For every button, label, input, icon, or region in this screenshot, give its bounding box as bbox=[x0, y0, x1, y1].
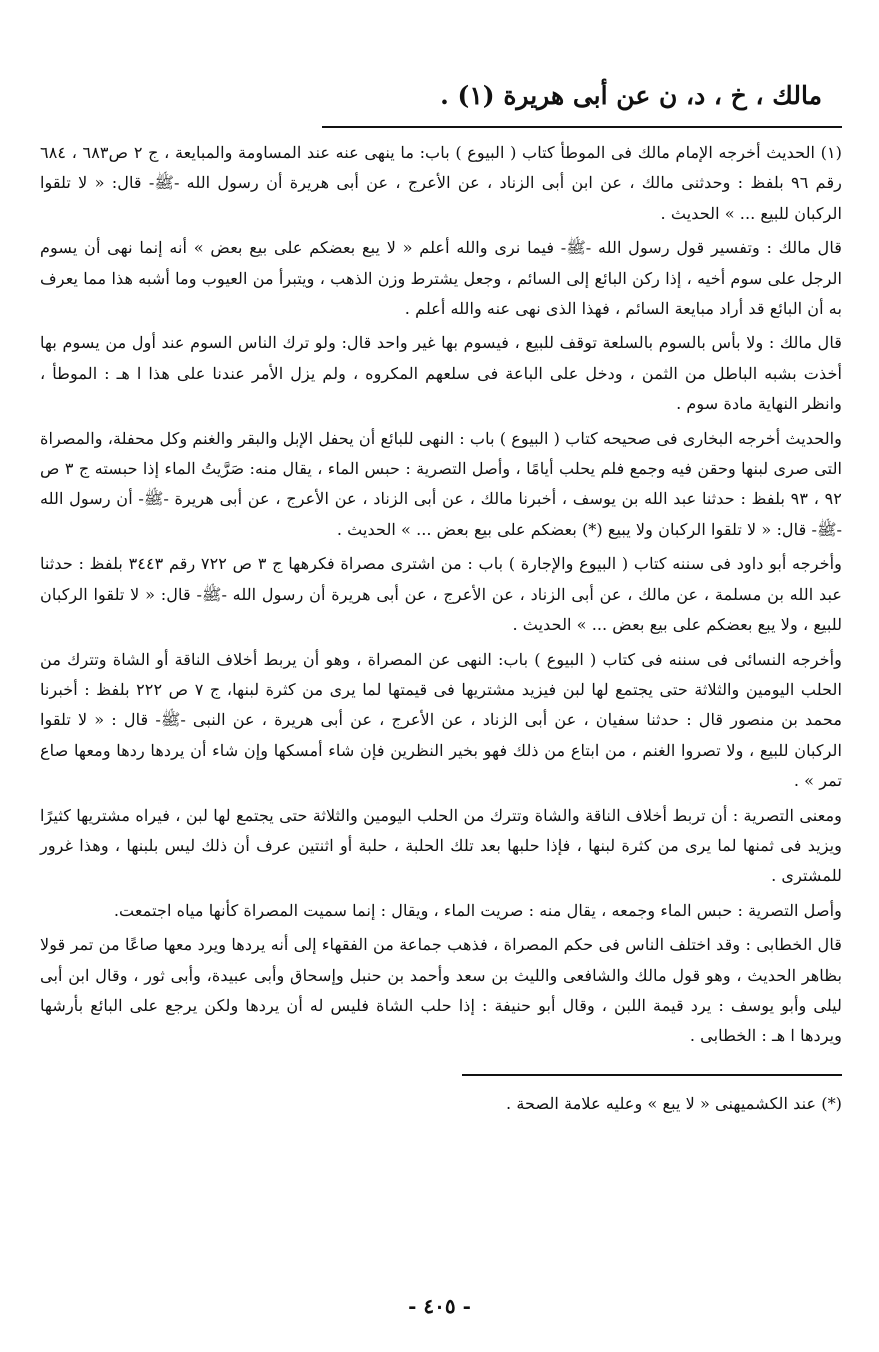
footnote-paragraph-tasriya-origin: وأصل التصرية : حبس الماء وجمعه ، يقال منه : صريت الماء ، ويقال : إنما سميت المصراة كأنها مياه اجتمعت. bbox=[113, 900, 842, 920]
footnote-paragraph-malik-tafsir: قال مالك : وتفسير قول رسول الله -ﷺ- فيما نرى والله أعلم « لا يبع بعضكم على بيع بعض » أنه إنما نهى أن يسوم الرجل على سوم أخيه ، إذا ركن البائع إلى السائم ، وجعل يشترط وزن الذهب ، ويتبرأ من العيوب وما أشبه هذا مما يعرف به أن البائع قد أراد مبايعة السائم ، فهذا الذى نهى عنه والله أعلم . bbox=[40, 238, 842, 319]
page-number: - ٤٠٥ - bbox=[408, 1294, 471, 1318]
footnote-paragraph-malik-sawm: قال مالك : ولا بأس بالسوم بالسلعة توقف للبيع ، فيسوم بها غير واحد قال: ولو ترك الناس السوم عند أول من يسوم بها أخذت بشبه الباطل من الثمن ، ودخل على الباعة فى سلعهم المكروه ، ولم يزل الأمر عندنا على هذا ا هـ : الموطأ ، وانظر النهاية مادة سوم . bbox=[40, 333, 842, 414]
footnote-paragraph-bukhari: والحديث أخرجه البخارى فى صحيحه كتاب ( البيوع ) باب : النهى للبائع أن يحفل الإبل والبقر والغنم وكل محفلة، والمصراة التى صرى لبنها وحقن فيه وجمع فلم يحلب أيامًا ، وأصل التصرية : حبس الماء ، يقال منه: صَرَّيتُ الماء إذا حبسته ج ٣ ص ٩٢ ، ٩٣ بلفظ : حدثنا عبد الله بن يوسف ، أخبرنا مالك ، عن أبى الزناد ، عن الأعرج ، عن أبى هريرة -ﷺ- أن رسول الله -ﷺ- قال: « لا تلقوا الركبان ولا يبيع (*) بعضكم على بيع بعض ... » الحديث . bbox=[40, 428, 842, 539]
book-page bbox=[40, 78, 842, 1118]
footnote-paragraph-tasriya-meaning: ومعنى التصرية : أن تربط أخلاف الناقة والشاة وتترك من الحلب اليومين والثلاثة حتى يجتمع لها لبن ، فيراه مشتريها كثيرًا ويزيد فى ثمنها لما يرى من كثرة لبنها ، فإذا حلبها بعد تلك الحلبة ، حلبة أو اثنتين عرف أن ذلك ليس بلبنها ، وهذا غرور للمشترى . bbox=[40, 805, 842, 886]
main-text-line: مالك ، خ ، د، ن عن أبى هريرة (١) . bbox=[440, 81, 822, 110]
footnotes-section bbox=[40, 138, 842, 1052]
footnote-separator-rule bbox=[322, 126, 842, 128]
star-note-separator-rule bbox=[462, 1074, 842, 1076]
footnote-paragraph-abu-dawud: وأخرجه أبو داود فى سننه كتاب ( البيوع والإجارة ) باب : من اشترى مصراة فكرهها ج ٣ ص ٧٢٢ رقم ٣٤٤٣ بلفظ : حدثنا عبد الله بن مسلمة ، عن مالك ، عن أبى الزناد ، عن الأعرج ، عن أبى هريرة أن رسول الله -ﷺ- قال: « لا تلقوا الركبان للبيع ، ولا يبع بعضكم على بيع بعض ... » الحديث . bbox=[40, 554, 842, 635]
star-footnote: (*) عند الكشميهنى « لا يبع » وعليه علامة الصحة . bbox=[506, 1093, 842, 1113]
footnote-paragraph-nasai: وأخرجه النسائى فى سننه فى كتاب ( البيوع ) باب: النهى عن المصراة ، وهو أن يربط أخلاف الناقة أو الشاة وتترك من الحلب اليومين والثلاثة حتى يجتمع لها لبن فيزيد مشتريها فى قيمتها لما يرى من كثرة لبنها، ج ٧ ص ٢٢٢ بلفظ : أخبرنا محمد بن منصور قال : حدثنا سفيان ، عن أبى الزناد ، عن الأعرج ، عن أبى هريرة ، عن النبى -ﷺ- قال : « لا تلقوا الركبان للبيع ، ولا تصروا الغنم ، من ابتاع من ذلك فهو بخير النظرين فإن شاء أمسكها وإن شاء أن يردها ردها ومعها صاع تمر » . bbox=[40, 649, 842, 791]
footnote-paragraph-khattabi: قال الخطابى : وقد اختلف الناس فى حكم المصراة ، فذهب جماعة من الفقهاء إلى أنه يردها ويرد معها صاعًا من تمر قولا بظاهر الحديث ، وهو قول مالك والشافعى والليث بن سعد وأحمد بن حنبل وإسحاق وأبى عبيدة، وأبى ثور ، وقال ابن أبى ليلى وأبو يوسف : يرد قيمة اللبن ، وقال أبو حنيفة : إذا حلب الشاة فليس له أن يردها ولكن يرجع على البائع بأرشها ويردها ا هـ : الخطابى . bbox=[40, 935, 843, 1046]
footnote-paragraph-source-muwatta: (١) الحديث أخرجه الإمام مالك فى الموطأ كتاب ( البيوع ) باب: ما ينهى عنه عند المساومة والمبايعة ، ج ٢ ص٦٨٣ ، ٦٨٤ رقم ٩٦ بلفظ : وحدثنى مالك ، عن ابن أبى الزناد ، عن الأعرج ، عن أبى هريرة أن رسول الله -ﷺ- قال: « لا تلقوا الركبان للبيع ... » الحديث . bbox=[40, 143, 842, 223]
